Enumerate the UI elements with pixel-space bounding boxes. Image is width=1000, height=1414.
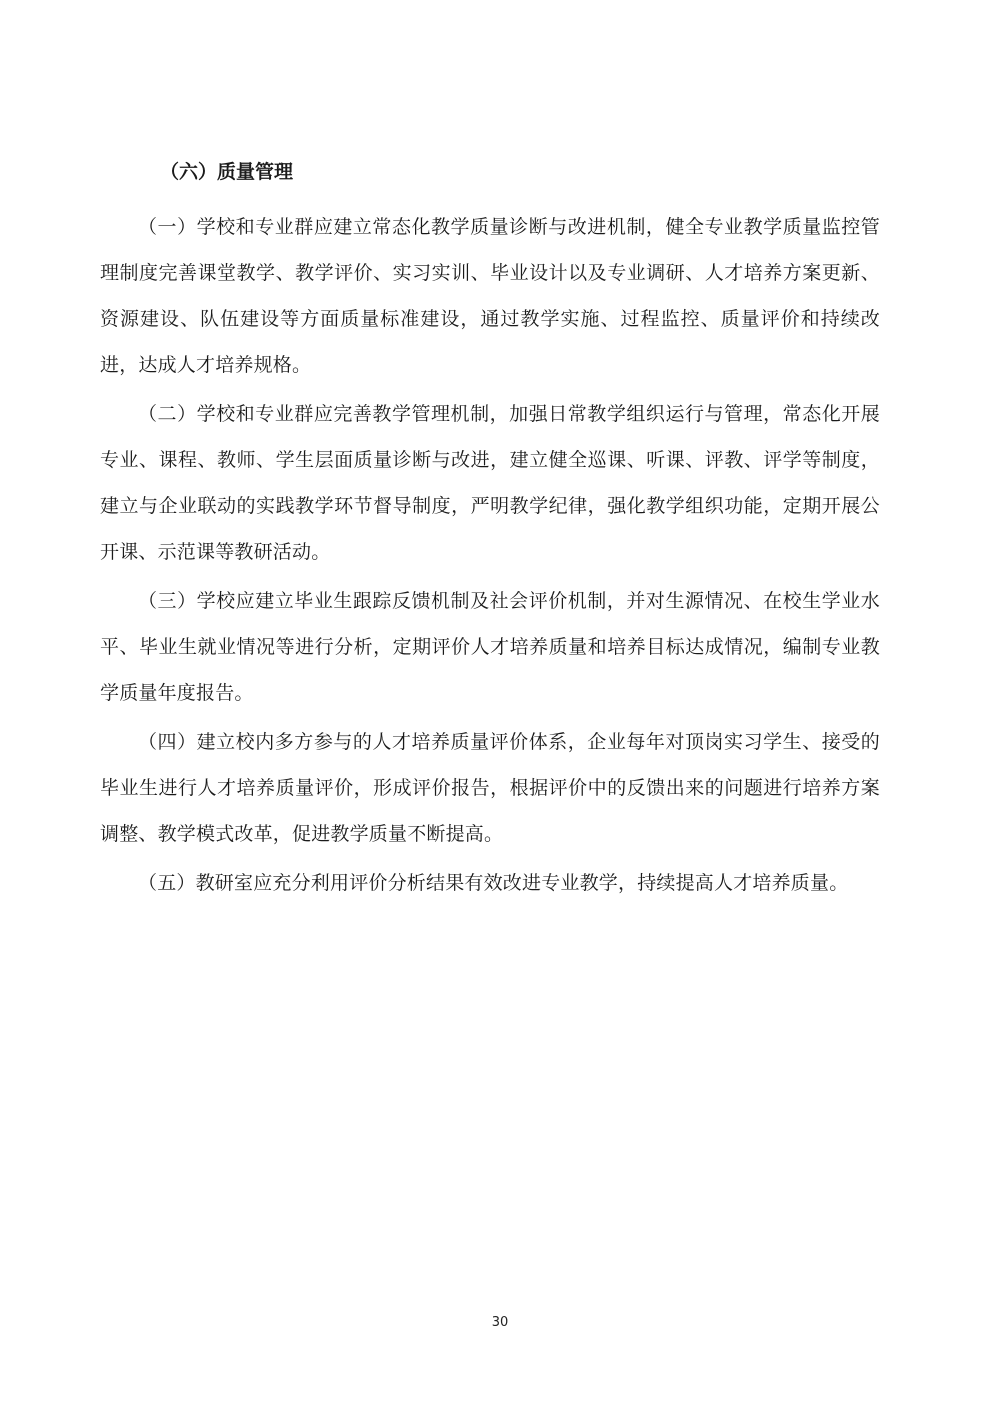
paragraph-4: （四）建立校内多方参与的人才培养质量评价体系，企业每年对顶岗实习学生、接受的毕业生进行人才培养质量评价，形成评价报告，根据评价中的反馈出来的问题进行培养方案调整、教学模式改革，促进教学质量不断提高。 xyxy=(100,731,880,845)
section-heading: （六）质量管理 xyxy=(160,161,294,183)
paragraph-5: （五）教研室应充分利用评价分析结果有效改进专业教学，持续提高人才培养质量。 xyxy=(138,872,849,894)
paragraph-3: （三）学校应建立毕业生跟踪反馈机制及社会评价机制，并对生源情况、在校生学业水平、毕业生就业情况等进行分析，定期评价人才培养质量和培养目标达成情况，编制专业教学质量年度报告。 xyxy=(100,590,880,704)
paragraph-1: （一）学校和专业群应建立常态化教学质量诊断与改进机制，健全专业教学质量监控管理制度完善课堂教学、教学评价、实习实训、毕业设计以及专业调研、人才培养方案更新、资源建设、队伍建设等方面质量标准建设，通过教学实施、过程监控、质量评价和持续改进，达成人才培养规格。 xyxy=(100,216,880,376)
page-number: 30 xyxy=(491,1315,509,1330)
paragraph-2: （二）学校和专业群应完善教学管理机制，加强日常教学组织运行与管理，常态化开展专业、课程、教师、学生层面质量诊断与改进，建立健全巡课、听课、评教、评学等制度，建立与企业联动的实践教学环节督导制度，严明教学纪律，强化教学组织功能，定期开展公开课、示范课等教研活动。 xyxy=(100,403,880,563)
document-body xyxy=(100,204,880,909)
